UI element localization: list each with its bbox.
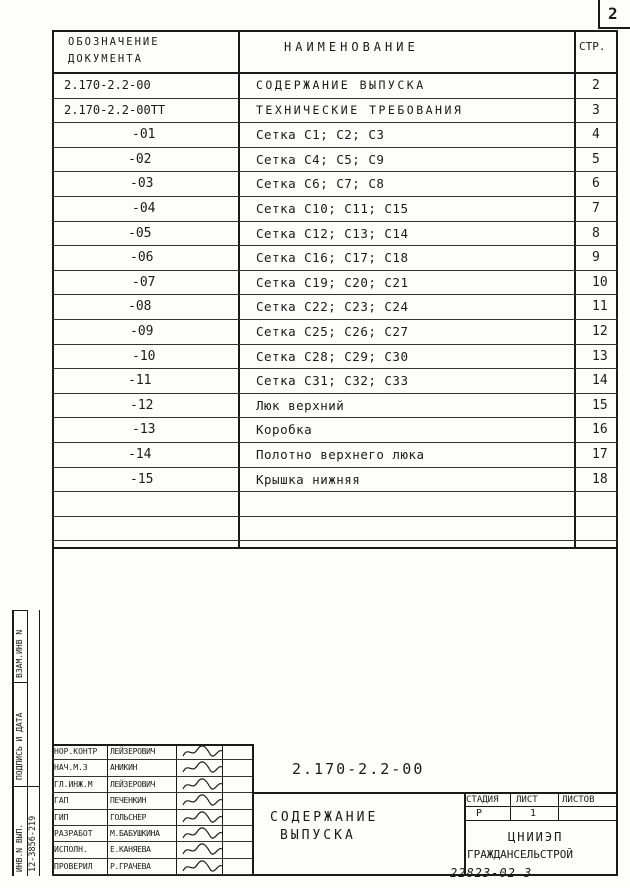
row-name: Сетка С12; С13; С14: [256, 225, 409, 241]
row-designation: -07: [132, 274, 156, 290]
row-name: Сетка С4; С5; С9: [256, 151, 385, 167]
signature-name: Е.КАНЯЕВА: [110, 845, 151, 855]
signature-role: ГЛ.ИНЖ.М: [54, 779, 93, 789]
row-name: Сетка С16; С17; С18: [256, 250, 409, 266]
side-strip: [12, 610, 52, 876]
row-designation: -01: [132, 127, 156, 143]
row-page: 14: [592, 373, 608, 389]
row-designation: -06: [130, 250, 154, 266]
signature-name: ЛЕЙЗЕРОВИЧ: [110, 747, 156, 756]
signatures-table: [52, 744, 252, 876]
row-page: 3: [592, 102, 600, 118]
doc-title-line1: СОДЕРЖАНИЕ: [270, 810, 379, 825]
row-page: 15: [592, 397, 608, 413]
signature-role: РАЗРАБОТ: [54, 829, 93, 838]
row-page: 5: [592, 151, 600, 167]
table-row: [52, 172, 618, 197]
row-designation: -10: [132, 348, 156, 364]
signature-name: Р.ГРАЧЕВА: [110, 861, 151, 871]
row-name: Крышка нижняя: [256, 471, 361, 487]
row-designation: 2.170-2.2-00ТТ: [64, 102, 166, 117]
row-name: Сетка С6; С7; С8: [256, 176, 385, 192]
org-line1: ЦНИИЭП: [508, 830, 564, 844]
row-page: 9: [592, 250, 600, 266]
side-label-signature-date: ПОДПИСЬ И ДАТА: [15, 712, 24, 780]
side-inv-value: 12-3856-219: [28, 815, 38, 872]
table-row: [52, 468, 618, 493]
row-name: Сетка С10; С11; С15: [256, 201, 409, 216]
table-row: [52, 222, 618, 247]
table-row: [52, 271, 618, 296]
table-header: [52, 30, 618, 74]
row-designation: -11: [128, 373, 152, 389]
row-designation: -04: [132, 201, 156, 216]
signature-role: НАЧ.М.3: [54, 763, 88, 773]
header-designation-line2: ДОКУМЕНТА: [68, 53, 143, 65]
table-row: [52, 148, 618, 173]
row-page: 7: [592, 201, 600, 216]
table-row: [52, 197, 618, 222]
sheet-value: 1: [530, 808, 537, 819]
signature-role: ПРОВЕРИЛ: [54, 861, 93, 871]
signature-name: ГОЛЬСНЕР: [110, 812, 147, 822]
row-page: 4: [592, 127, 600, 143]
row-name: ТЕХНИЧЕСКИЕ ТРЕБОВАНИЯ: [256, 102, 464, 117]
signature-row: [52, 859, 252, 875]
header-name: НАИМЕНОВАНИЕ: [284, 40, 419, 54]
row-page: 11: [592, 299, 608, 315]
table-row: [52, 345, 618, 370]
table-row: [52, 418, 618, 443]
row-page: 10: [592, 274, 608, 290]
table-row: [52, 99, 618, 124]
row-name: Сетка С25; С26; С27: [256, 324, 409, 339]
row-name: СОДЕРЖАНИЕ ВЫПУСКА: [256, 78, 426, 92]
row-name: Коробка: [256, 422, 313, 438]
signature-row: [52, 826, 252, 842]
signature-role: ГИП: [54, 812, 69, 822]
doc-title-line2: ВЫПУСКА: [280, 828, 356, 843]
table-row: [52, 246, 618, 271]
row-designation: -14: [128, 447, 152, 462]
table-row: [52, 517, 618, 542]
row-designation: -08: [128, 299, 152, 315]
table-row: [52, 492, 618, 517]
side-label-inv-no: ИНВ.N ВЫП.: [15, 823, 24, 872]
signature-role: ИСПОЛН.: [54, 845, 88, 855]
signature-row: [52, 760, 252, 776]
row-name: Люк верхний: [256, 397, 345, 413]
signature-row: [52, 744, 252, 760]
table-row: [52, 74, 618, 99]
row-page: 12: [592, 324, 608, 339]
row-page: 17: [592, 447, 608, 462]
sheet-label: ЛИСТ: [516, 795, 538, 805]
signature-role: НОР.КОНТР: [54, 747, 98, 756]
signature-name: АНИКИН: [110, 763, 138, 773]
row-designation: -12: [130, 397, 154, 413]
row-name: Сетка С19; С20; С21: [256, 274, 409, 290]
signature-name: ЛЕЙЗЕРОВИЧ: [110, 779, 156, 789]
row-name: Сетка С1; С2; С3: [256, 127, 385, 143]
row-designation: -09: [130, 324, 154, 339]
table-row: [52, 295, 618, 320]
contents-table: [52, 30, 618, 548]
row-designation: -03: [130, 176, 154, 192]
table-row: [52, 369, 618, 394]
side-label-vzam-inv: ВЗАМ.ИНВ N: [15, 629, 24, 678]
footer-code: 22823-02 3: [450, 866, 533, 880]
row-designation: -15: [130, 471, 154, 487]
signature-row: [52, 810, 252, 826]
row-name: Сетка С28; С29; С30: [256, 348, 409, 364]
row-designation: -13: [132, 422, 156, 438]
signature-name: М.БАБУШКИНА: [110, 829, 160, 838]
signature-role: ГАП: [54, 796, 69, 806]
table-row: [52, 394, 618, 419]
row-designation: 2.170-2.2-00: [64, 78, 151, 92]
signature-row: [52, 842, 252, 858]
signature-name: ПЕЧЕНКИН: [110, 796, 147, 806]
table-row: [52, 320, 618, 345]
stage-label: СТАДИЯ: [466, 795, 499, 805]
row-page: 13: [592, 348, 608, 364]
row-page: 6: [592, 176, 600, 192]
doc-code: 2.170-2.2-00: [292, 760, 425, 778]
row-name: Полотно верхнего люка: [256, 447, 425, 462]
org-line2: ГРАЖДАНСЕЛЬСТРОЙ: [467, 848, 573, 861]
row-page: 16: [592, 422, 608, 438]
stage-value: Р: [476, 808, 483, 819]
sheet-number: 2: [608, 4, 618, 23]
row-page: 8: [592, 225, 600, 241]
table-row: [52, 123, 618, 148]
row-designation: -05: [128, 225, 152, 241]
signature-row: [52, 793, 252, 809]
row-designation: -02: [128, 151, 152, 167]
row-name: Сетка С31; С32; С33: [256, 373, 409, 389]
header-page: СТР.: [579, 40, 606, 53]
row-page: 18: [592, 471, 608, 487]
header-designation-line1: ОБОЗНАЧЕНИЕ: [68, 36, 160, 48]
signature-row: [52, 777, 252, 793]
handwritten-signature: [180, 859, 224, 878]
title-block: [52, 744, 618, 876]
sheets-label: ЛИСТОВ: [562, 795, 595, 805]
row-page: 2: [592, 78, 600, 93]
row-name: Сетка С22; С23; С24: [256, 299, 409, 315]
table-row: [52, 443, 618, 468]
